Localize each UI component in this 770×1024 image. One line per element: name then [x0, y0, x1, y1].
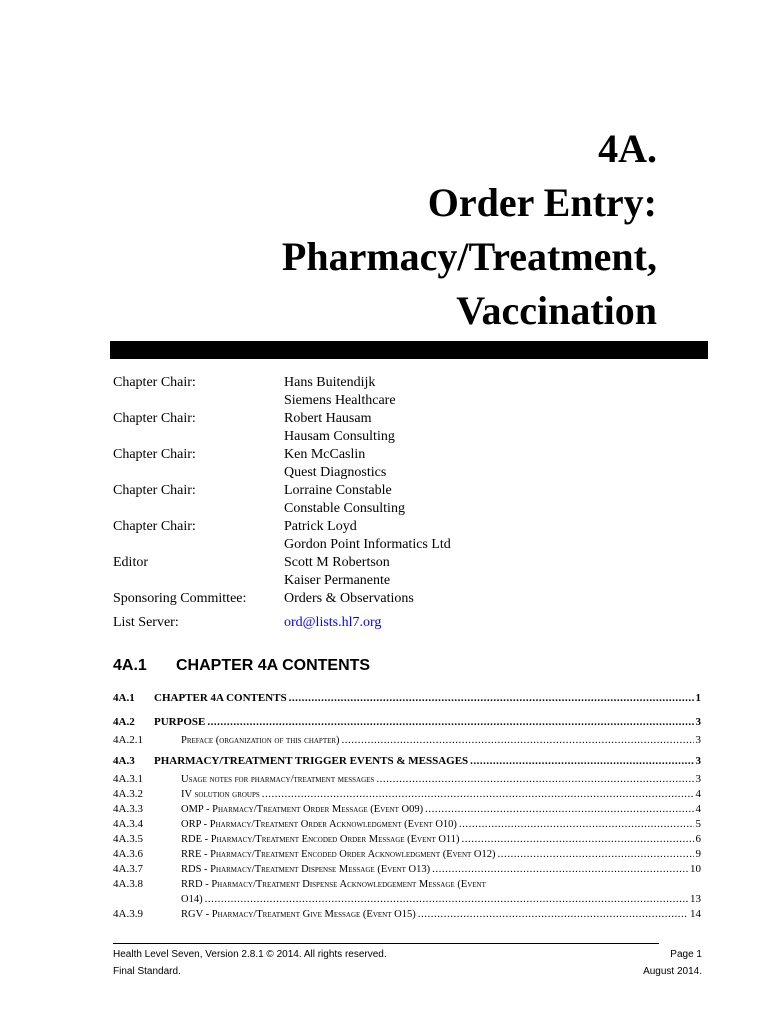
- toc-entry-number: 4A.3.1: [113, 773, 143, 785]
- footer-copyright: Health Level Seven, Version 2.8.1 © 2014. All rights reserved.: [113, 949, 387, 960]
- toc-entry[interactable]: [113, 773, 701, 788]
- toc-entry-title: CHAPTER 4A CONTENTS: [154, 692, 287, 704]
- toc-entry-title: RGV - Pharmacy/Treatment Give Message (Event O15): [181, 909, 416, 920]
- toc-entry-page: 4: [695, 803, 701, 815]
- toc-entry[interactable]: [113, 878, 701, 893]
- toc-entry-page: 3: [695, 773, 701, 785]
- toc-entry-title: RRE - Pharmacy/Treatment Encoded Order Acknowledgment (Event O12): [181, 849, 496, 860]
- contributor-role: Chapter Chair:: [113, 519, 196, 534]
- list-server-link[interactable]: ord@lists.hl7.org: [284, 615, 382, 630]
- contributor-role: Chapter Chair:: [113, 411, 196, 426]
- chapter-title: [282, 122, 657, 338]
- toc-entry-title: IV solution groups: [181, 789, 260, 800]
- toc-entry-number: 4A.3.4: [113, 818, 143, 830]
- page-footer: [113, 949, 702, 983]
- toc-entry-number: 4A.3.6: [113, 848, 143, 860]
- toc-entry-page: 1: [695, 692, 701, 704]
- contributor-name: Ken McCaslin: [284, 447, 366, 462]
- toc-entry[interactable]: [113, 863, 701, 878]
- toc-leader-dots: [418, 908, 688, 920]
- contributor-role: Sponsoring Committee:: [113, 591, 247, 606]
- toc-entry-title: PHARMACY/TREATMENT TRIGGER EVENTS & MESSAGES: [154, 755, 469, 767]
- toc-entry-title: ORP - Pharmacy/Treatment Order Acknowledgment (Event O10): [181, 819, 457, 830]
- toc-entry[interactable]: [113, 788, 701, 803]
- toc-entry-number: 4A.2: [113, 716, 135, 728]
- section-title: CHAPTER 4A CONTENTS: [176, 657, 371, 674]
- toc-entry-page: 5: [695, 818, 701, 830]
- table-of-contents: [113, 686, 701, 923]
- toc-entry-number: 4A.2.1: [113, 734, 143, 746]
- toc-entry-page: 3: [695, 734, 701, 746]
- chapter-number: 4A.: [598, 126, 657, 171]
- toc-entry-title: RDS - Pharmacy/Treatment Dispense Message (Event O13): [181, 864, 431, 875]
- toc-leader-dots: [376, 773, 693, 785]
- toc-leader-dots: [289, 692, 694, 704]
- toc-leader-dots: [462, 833, 694, 845]
- contributor-org: Gordon Point Informatics Ltd: [284, 537, 451, 552]
- chapter-title-line-2: Pharmacy/Treatment,: [281, 234, 657, 279]
- toc-leader-dots: [207, 716, 693, 728]
- section-number: 4A.1: [113, 657, 147, 674]
- footer-page-number: Page 1: [670, 949, 702, 960]
- contributor-row: [113, 446, 673, 482]
- toc-leader-dots: [342, 734, 694, 746]
- toc-entry[interactable]: [113, 749, 701, 773]
- contributor-org: Kaiser Permanente: [284, 573, 391, 588]
- toc-entry[interactable]: [113, 734, 701, 749]
- footer-divider: [113, 943, 659, 944]
- toc-entry-title-continued: O14): [181, 894, 203, 905]
- footer-date: August 2014.: [643, 966, 702, 977]
- toc-leader-dots: [498, 848, 694, 860]
- toc-entry-page: 6: [695, 833, 701, 845]
- contributor-org: Hausam Consulting: [284, 429, 395, 444]
- toc-entry[interactable]: [113, 848, 701, 863]
- toc-entry-number: 4A.1: [113, 692, 135, 704]
- contributor-role: List Server:: [113, 615, 179, 630]
- toc-entry-page: 3: [695, 716, 701, 728]
- contributor-role: Chapter Chair:: [113, 447, 196, 462]
- toc-leader-dots: [425, 803, 693, 815]
- contributor-row: [113, 410, 673, 446]
- contributor-row: [113, 518, 673, 554]
- contributor-row: [113, 554, 673, 590]
- contributor-row: [113, 614, 673, 632]
- contributor-org: Siemens Healthcare: [284, 393, 396, 408]
- contributor-role: Chapter Chair:: [113, 483, 196, 498]
- toc-entry-number: 4A.3.5: [113, 833, 143, 845]
- contributor-row: [113, 482, 673, 518]
- toc-entry[interactable]: [113, 710, 701, 734]
- toc-entry-number: 4A.3.8: [113, 878, 143, 890]
- toc-leader-dots: [459, 818, 694, 830]
- contributor-name: Robert Hausam: [284, 411, 372, 426]
- section-heading: [113, 657, 370, 675]
- title-divider-bar: [110, 341, 708, 359]
- toc-entry-page: 10: [690, 863, 701, 875]
- sponsoring-committee-name: Orders & Observations: [284, 591, 414, 606]
- toc-entry-page: 14: [690, 908, 701, 920]
- contributor-org: Constable Consulting: [284, 501, 405, 516]
- toc-entry-title: Preface (organization of this chapter): [181, 735, 340, 746]
- toc-entry-number: 4A.3.9: [113, 908, 143, 920]
- toc-entry[interactable]: [113, 908, 701, 923]
- toc-entry-number: 4A.3.7: [113, 863, 143, 875]
- chapter-title-line-1: Order Entry:: [427, 180, 657, 225]
- toc-entry[interactable]: [113, 686, 701, 710]
- contributor-name: Lorraine Constable: [284, 483, 392, 498]
- toc-leader-dots: [432, 863, 688, 875]
- toc-entry-title: PURPOSE: [154, 716, 206, 728]
- toc-entry-title: RDE - Pharmacy/Treatment Encoded Order Message (Event O11): [181, 834, 460, 845]
- toc-leader-dots: [470, 755, 693, 767]
- toc-entry-page: 13: [690, 893, 701, 905]
- contributor-row: [113, 590, 673, 608]
- toc-entry-number: 4A.3: [113, 755, 135, 767]
- toc-entry-continuation[interactable]: [113, 893, 701, 908]
- toc-leader-dots: [262, 788, 694, 800]
- toc-entry-title: Usage notes for pharmacy/treatment messages: [181, 774, 375, 785]
- toc-entry-page: 9: [695, 848, 701, 860]
- toc-entry-number: 4A.3.3: [113, 803, 143, 815]
- contributor-row: [113, 374, 673, 410]
- toc-entry-title: OMP - Pharmacy/Treatment Order Message (Event O09): [181, 804, 424, 815]
- contributor-name: Patrick Loyd: [284, 519, 357, 534]
- contributor-name: Scott M Robertson: [284, 555, 390, 570]
- toc-entry-title: RRD - Pharmacy/Treatment Dispense Acknowledgement Message (Event: [181, 879, 486, 890]
- chapter-contributors: [113, 374, 673, 632]
- contributor-name: Hans Buitendijk: [284, 375, 376, 390]
- toc-entry-page: 3: [695, 755, 701, 767]
- toc-entry-number: 4A.3.2: [113, 788, 143, 800]
- footer-status: Final Standard.: [113, 966, 181, 977]
- chapter-title-line-3: Vaccination: [456, 288, 657, 333]
- toc-entry-page: 4: [695, 788, 701, 800]
- toc-entry[interactable]: [113, 818, 701, 833]
- contributor-org: Quest Diagnostics: [284, 465, 387, 480]
- toc-entry[interactable]: [113, 803, 701, 818]
- contributor-role: Editor: [113, 555, 148, 570]
- toc-entry[interactable]: [113, 833, 701, 848]
- toc-leader-dots: [205, 893, 688, 905]
- contributor-role: Chapter Chair:: [113, 375, 196, 390]
